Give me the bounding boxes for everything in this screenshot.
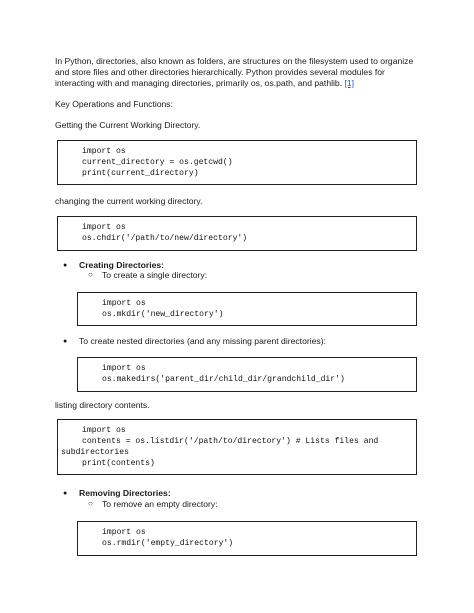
intro-line-3-text: interacting with and managing directories, primarily os, os.path, and pathlib. bbox=[55, 78, 343, 88]
hollow-bullet-icon: ○ bbox=[88, 270, 93, 279]
creating-directories-label: Creating Directories: bbox=[79, 260, 165, 270]
intro-line-3 bbox=[55, 78, 354, 90]
code-line: os.makedirs('parent_dir/child_dir/grandchild_dir') bbox=[102, 375, 345, 384]
code-line: print(current_directory) bbox=[82, 169, 199, 178]
key-operations-heading: Key Operations and Functions: bbox=[55, 99, 173, 109]
intro-line-1: In Python, directories, also known as folders, are structures on the filesystem used to organize bbox=[55, 56, 414, 66]
citation-link[interactable]: [1] bbox=[344, 78, 355, 88]
remove-empty-label: To remove an empty directory: bbox=[102, 499, 218, 509]
listing-heading: listing directory contents. bbox=[55, 400, 150, 410]
bullet-icon: ● bbox=[63, 490, 68, 497]
code-line: import os bbox=[102, 364, 146, 373]
code-line: subdirectories bbox=[61, 448, 129, 457]
code-block-rmdir bbox=[77, 521, 417, 556]
create-nested-label: To create nested directories (and any missing parent directories): bbox=[79, 336, 326, 346]
code-line: current_directory = os.getcwd() bbox=[82, 158, 233, 167]
getcwd-heading: Getting the Current Working Directory. bbox=[55, 120, 201, 130]
removing-directories-label: Removing Directories: bbox=[79, 488, 171, 498]
code-line: import os bbox=[82, 147, 126, 156]
code-block-chdir bbox=[57, 216, 417, 251]
code-block-mkdir bbox=[77, 292, 417, 326]
code-line: os.rmdir('empty_directory') bbox=[102, 539, 234, 548]
code-line: import os bbox=[82, 426, 126, 435]
code-block-getcwd bbox=[57, 140, 417, 185]
code-line: import os bbox=[82, 223, 126, 232]
chdir-heading: changing the current working directory. bbox=[55, 196, 203, 206]
code-line: import os bbox=[102, 299, 146, 308]
bullet-icon: ● bbox=[63, 262, 68, 269]
code-block-makedirs bbox=[77, 357, 417, 392]
code-line: os.mkdir('new_directory') bbox=[102, 310, 224, 319]
intro-line-2: and store files and other directories hierarchically. Python provides several modules for bbox=[55, 67, 385, 77]
create-single-label: To create a single directory: bbox=[102, 270, 208, 280]
code-line: os.chdir('/path/to/new/directory') bbox=[82, 234, 248, 243]
hollow-bullet-icon: ○ bbox=[88, 499, 93, 508]
code-line: print(contents) bbox=[82, 459, 155, 468]
bullet-icon: ● bbox=[63, 338, 68, 345]
code-line: import os bbox=[102, 528, 146, 537]
code-block-listdir bbox=[57, 419, 417, 475]
code-line: contents = os.listdir('/path/to/directory') # Lists files and bbox=[82, 437, 379, 446]
